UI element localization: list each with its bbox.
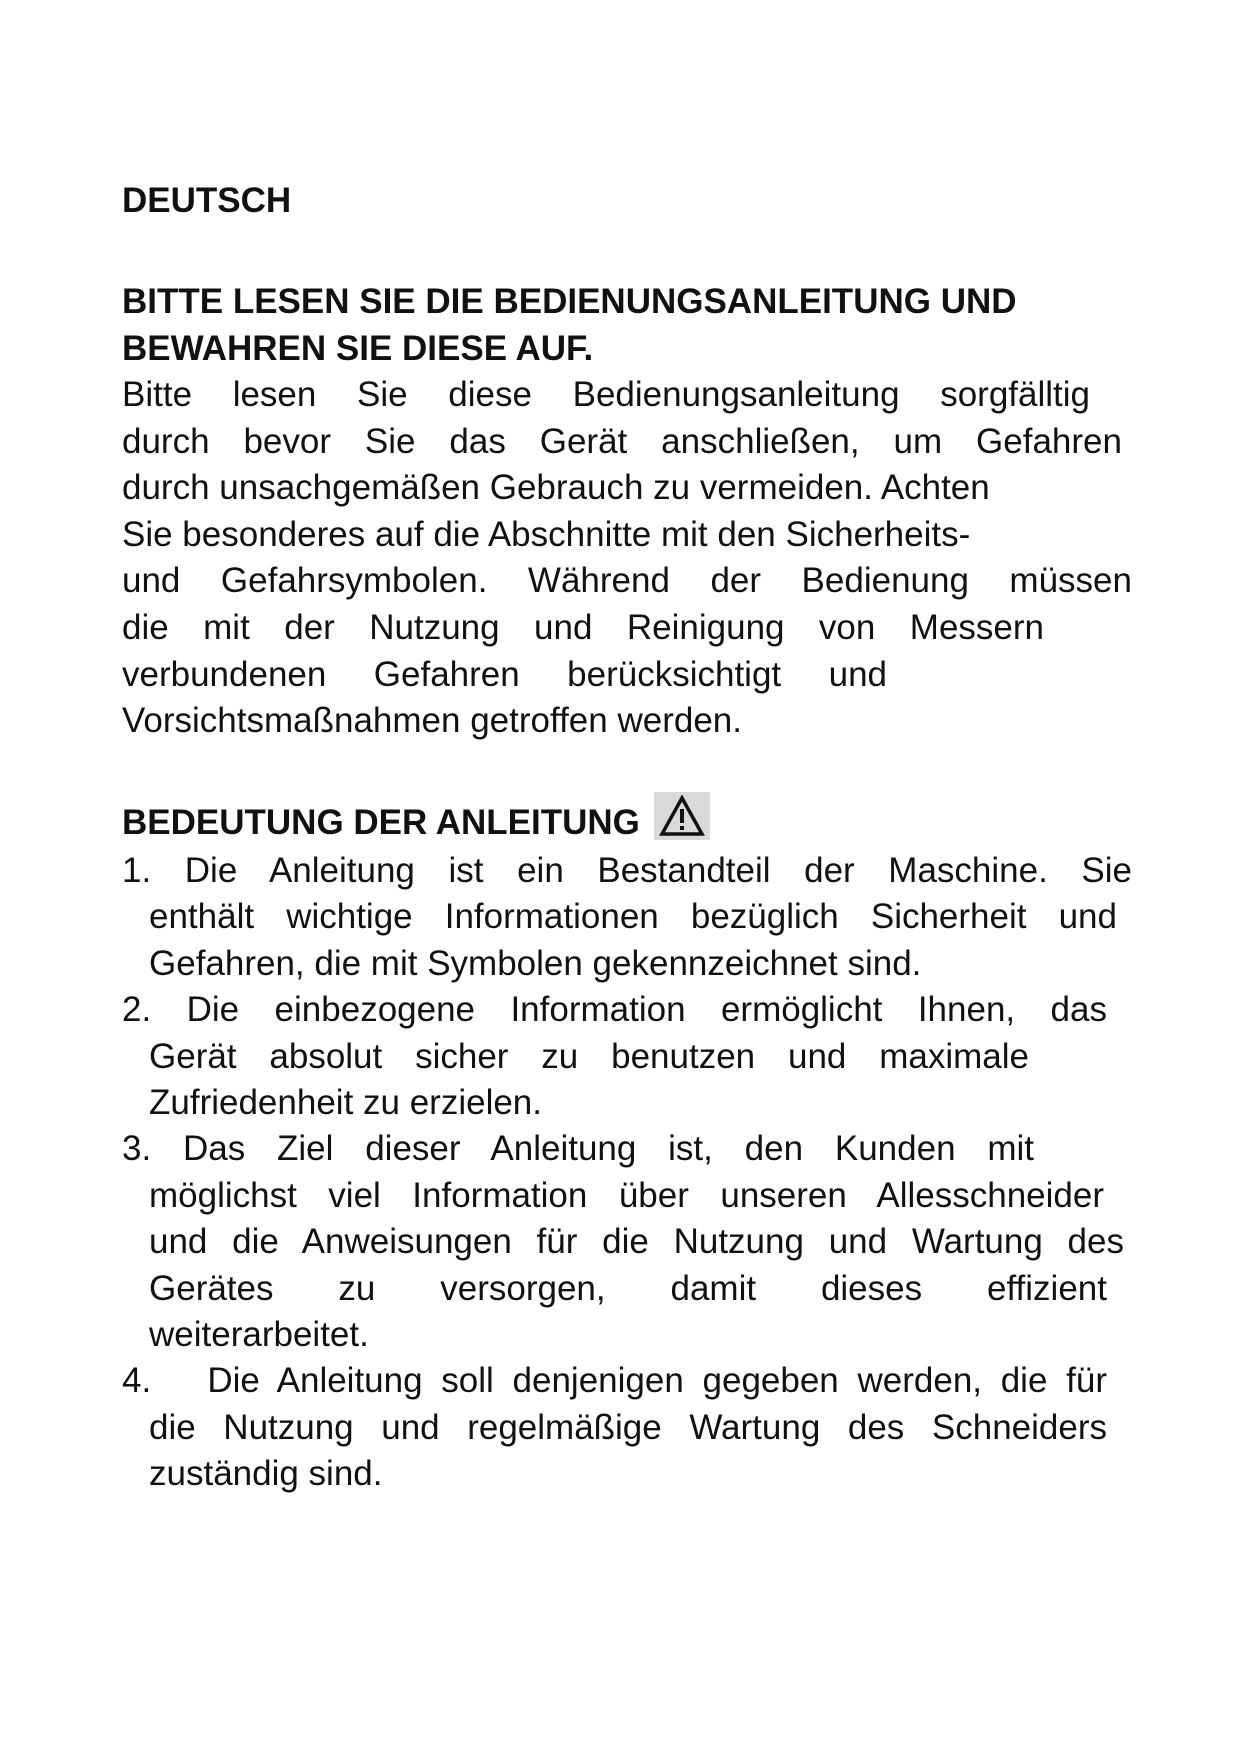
list-item-line: 4. Die Anleitung soll denjenigen gegeben werden, die für <box>122 1361 1107 1401</box>
list-item <box>122 987 1132 1126</box>
intro-line: und Gefahrsymbolen. Während der Bedienung müssen <box>122 561 1132 601</box>
intro-line: Vorsichtsmaßnahmen getroffen werden. <box>122 701 742 741</box>
intro-line: verbundenen Gefahren berücksichtigt und <box>122 654 887 694</box>
list-item-line: die Nutzung und regelmäßige Wartung des Schneiders <box>149 1407 1107 1447</box>
language-heading: DEUTSCH <box>122 181 292 220</box>
list-item-line: 1. Die Anleitung ist ein Bestandteil der Maschine. Sie <box>122 851 1132 890</box>
list-item-line: 3. Das Ziel dieser Anleitung ist, den Kunden mit <box>122 1129 1034 1169</box>
intro-line: Sie besonderes auf die Abschnitte mit den Sicherheits- <box>122 514 971 554</box>
intro-line: die mit der Nutzung und Reinigung von Messern <box>122 607 1044 647</box>
list-item-line: zuständig sind. <box>149 1454 383 1494</box>
list-item <box>122 1126 1132 1358</box>
list-item-line: Gerätes zu versorgen, damit dieses effizient <box>149 1268 1107 1308</box>
intro-paragraph <box>122 372 1132 745</box>
intro-line: Bitte lesen Sie diese Bedienungsanleitung sorgfälltig <box>122 375 1090 414</box>
title-line-2: BEWAHREN SIE DIESE AUF. <box>122 329 594 368</box>
document-page <box>122 0 1132 1754</box>
list-item-line: Zufriedenheit zu erzielen. <box>149 1083 542 1123</box>
section-heading-text: BEDEUTUNG DER ANLEITUNG <box>122 803 640 842</box>
list-item-line: 2. Die einbezogene Information ermöglicht Ihnen, das <box>122 990 1107 1030</box>
list-item-line: weiterarbeitet. <box>149 1315 369 1355</box>
warning-triangle-icon <box>654 792 710 840</box>
intro-line: durch bevor Sie das Gerät anschließen, um Gefahren <box>122 421 1122 461</box>
list-item-line: und die Anweisungen für die Nutzung und Wartung des <box>149 1222 1124 1262</box>
intro-line: durch unsachgemäßen Gebrauch zu vermeiden. Achten <box>122 468 990 508</box>
list-item-line: möglichst viel Information über unseren Allesschneider <box>149 1175 1104 1215</box>
list-item <box>122 848 1132 987</box>
list-item-line: Gefahren, die mit Symbolen gekennzeichnet sind. <box>149 943 922 983</box>
instruction-list <box>122 848 1132 1498</box>
list-item <box>122 1358 1132 1497</box>
section-heading <box>122 800 710 846</box>
document-title <box>122 278 1122 372</box>
title-line-1: BITTE LESEN SIE DIE BEDIENUNGSANLEITUNG UND <box>122 282 1017 321</box>
list-item-line: enthält wichtige Informationen bezüglich Sicherheit und <box>149 897 1117 937</box>
list-item-line: Gerät absolut sicher zu benutzen und maximale <box>149 1036 1029 1076</box>
